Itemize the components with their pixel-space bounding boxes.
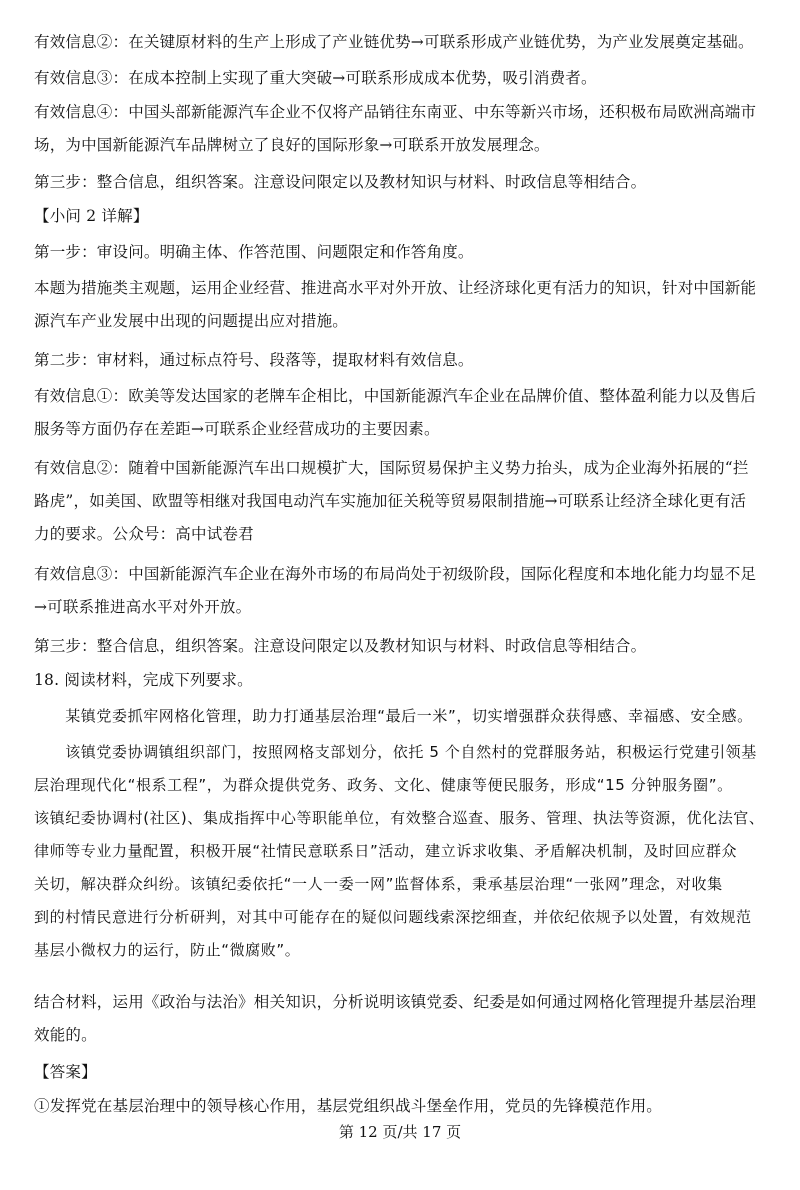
text-line: 有效信息②：随着中国新能源汽车出口规模扩大，国际贸易保护主义势力抬头，成为企业海外拓展的“拦 — [34, 459, 749, 477]
section-heading-subquestion-2 — [34, 200, 774, 233]
text-line: 场，为中国新能源汽车品牌树立了良好的国际形象→可联系开放发展理念。 — [34, 136, 550, 154]
text-line: →可联系推进高水平对外开放。 — [34, 598, 252, 616]
question-18-heading — [34, 664, 774, 697]
text-line: ①发挥党在基层治理中的领导核心作用，基层党组织战斗堡垒作用，党员的先锋模范作用。 — [34, 1097, 663, 1115]
paragraph-effective-info-2 — [34, 452, 774, 551]
paragraph-info-4 — [34, 96, 774, 162]
text-line: 有效信息③：在成本控制上实现了重大突破→可联系形成成本优势，吸引消费者。 — [34, 69, 597, 87]
text-line: 源汽车产业发展中出现的问题提出应对措施。 — [34, 312, 349, 330]
paragraph-info-3 — [34, 62, 774, 95]
text-line: 路虎”，如美国、欧盟等相继对我国电动汽车实施加征关税等贸易限制措施→可联系让经济全球化更有活 — [34, 492, 747, 510]
material-paragraph-2 — [34, 736, 774, 967]
answer-line-1 — [34, 1090, 774, 1123]
text-line: 有效信息③：中国新能源汽车企业在海外市场的布局尚处于初级阶段，国际化程度和本地化能力均显不足 — [34, 565, 757, 583]
text-line: 该镇纪委协调村(社区)、集成指挥中心等职能单位，有效整合巡查、服务、管理、执法等资源，优化法官、 — [34, 809, 765, 827]
text-line: 本题为措施类主观题，运用企业经营、推进高水平对外开放、让经济球化更有活力的知识，针对中国新能 — [34, 279, 757, 297]
text-line: 到的村情民意进行分析研判，对其中可能存在的疑似问题线索深挖细查，并依纪依规予以处置，有效规范 — [34, 908, 752, 926]
paragraph-info-2 — [34, 26, 774, 59]
text-line: 层治理现代化“根系工程”，为群众提供党务、政务、文化、健康等便民服务，形成“15 分钟服务圈”。 — [34, 776, 733, 794]
text-line: 【小问 2 详解】 — [34, 207, 149, 225]
text-line: 效能的。 — [34, 1026, 97, 1044]
page-footer: 第 12 页/共 17 页 — [338, 1123, 462, 1141]
paragraph-question-type — [34, 272, 774, 338]
text-line: 结合材料，运用《政治与法治》相关知识，分析说明该镇党委、纪委是如何通过网格化管理提升基层治理 — [34, 993, 757, 1011]
paragraph-step-3 — [34, 166, 774, 199]
text-line: 第一步：审设问。明确主体、作答范围、问题限定和作答角度。 — [34, 243, 474, 261]
paragraph-effective-info-1 — [34, 380, 774, 446]
paragraph-effective-info-3 — [34, 558, 774, 624]
text-line: 有效信息④：中国头部新能源汽车企业不仅将产品销往东南亚、中东等新兴市场，还积极布局欧洲高端市 — [34, 103, 757, 121]
paragraph-step-1 — [34, 236, 774, 269]
paragraph-step-3-repeat — [34, 630, 774, 663]
text-line: 力的要求。公众号：高中试卷君 — [34, 525, 254, 543]
paragraph-step-2 — [34, 344, 774, 377]
text-line: 第二步：审材料，通过标点符号、段落等，提取材料有效信息。 — [34, 351, 474, 369]
answer-header — [34, 1056, 774, 1089]
text-line: 服务等方面仍存在差距→可联系企业经营成功的主要因素。 — [34, 420, 440, 438]
text-line: 某镇党委抓牢网格化管理，助力打通基层治理“最后一米”，切实增强群众获得感、幸福感、安全感。 — [34, 707, 753, 725]
text-line: 有效信息②：在关键原材料的生产上形成了产业链优势→可联系形成产业链优势，为产业发展奠定基础。 — [34, 33, 754, 51]
material-paragraph-1 — [34, 700, 774, 733]
text-line: 第三步：整合信息，组织答案。注意设问限定以及教材知识与材料、时政信息等相结合。 — [34, 637, 647, 655]
question-prompt — [34, 986, 774, 1052]
text-line: 【答案】 — [34, 1063, 97, 1081]
text-line: 有效信息①：欧美等发达国家的老牌车企相比，中国新能源汽车企业在品牌价值、整体盈利能力以及售后 — [34, 387, 757, 405]
text-line: 关切，解决群众纠纷。该镇纪委依托“一人一委一网”监督体系，秉承基层治理“一张网”理念，对收集 — [34, 875, 723, 893]
text-line: 18. 阅读材料，完成下列要求。 — [34, 671, 253, 689]
text-line: 律师等专业力量配置，积极开展“社情民意联系日”活动，建立诉求收集、矛盾解决机制，及时回应群众 — [34, 842, 738, 860]
text-line: 第三步：整合信息，组织答案。注意设问限定以及教材知识与材料、时政信息等相结合。 — [34, 173, 647, 191]
text-line: 基层小微权力的运行，防止“微腐败”。 — [34, 941, 301, 959]
text-line: 该镇党委协调镇组织部门，按照网格支部划分，依托 5 个自然村的党群服务站，积极运行党建引领基 — [34, 743, 757, 761]
